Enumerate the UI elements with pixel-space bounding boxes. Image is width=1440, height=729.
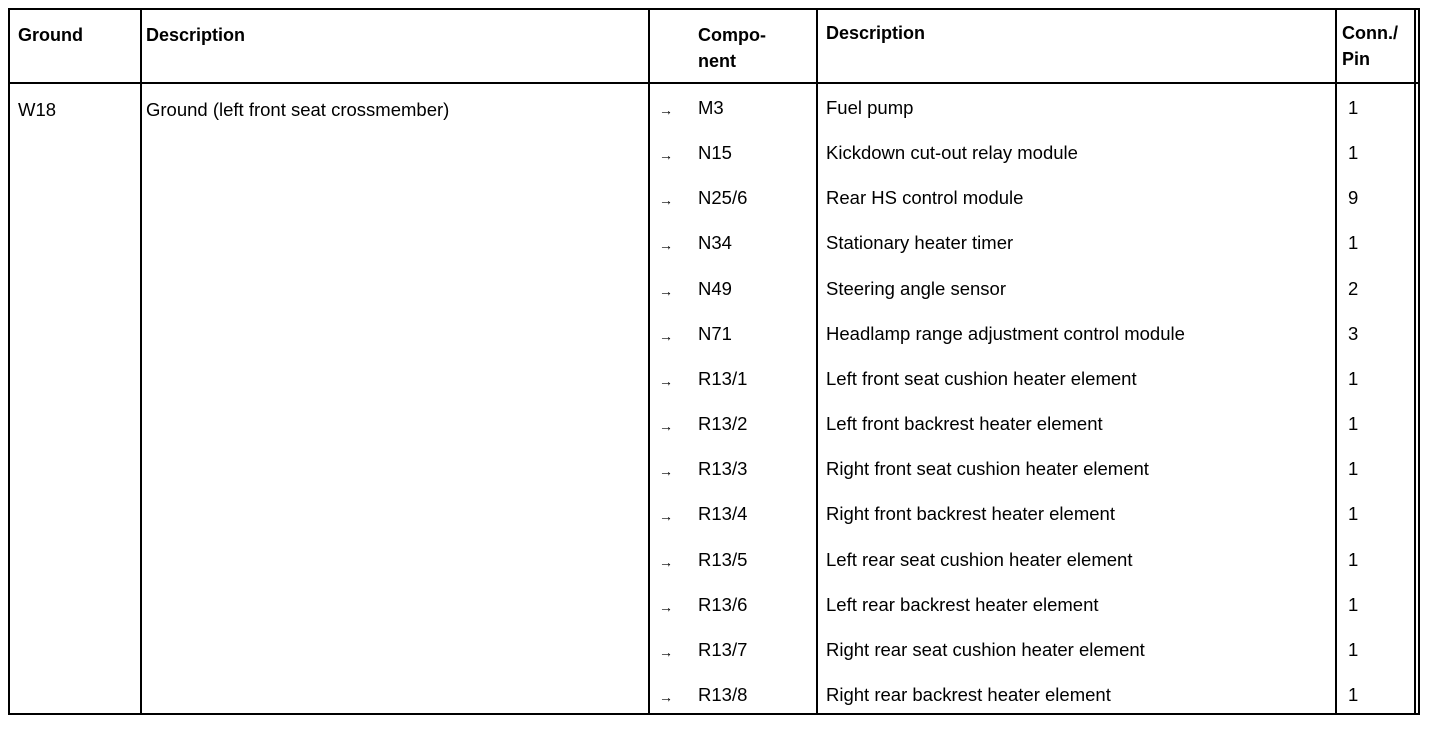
component-code: R13/1 — [698, 367, 748, 389]
arrow-icon: → — [659, 598, 673, 615]
header-component-line1: Compo- — [698, 25, 766, 45]
component-description: Rear HS control module — [826, 187, 1024, 209]
component-description: Left rear backrest heater element — [826, 593, 1099, 615]
arrow-icon: → — [659, 192, 673, 209]
component-code: R13/3 — [698, 458, 748, 480]
table-row — [10, 142, 1418, 187]
connector-pin: 1 — [1348, 142, 1359, 164]
component-code: R13/5 — [698, 548, 748, 570]
component-code: R13/8 — [698, 683, 748, 705]
component-code: R13/2 — [698, 413, 748, 435]
header-component — [698, 22, 766, 74]
component-description: Kickdown cut-out relay module — [826, 142, 1078, 164]
component-description: Right rear backrest heater element — [826, 683, 1111, 705]
table-row — [10, 639, 1418, 684]
arrow-icon: → — [659, 372, 673, 389]
ground-id: W18 — [18, 99, 57, 120]
arrow-icon: → — [659, 237, 673, 254]
arrow-icon: → — [659, 508, 673, 525]
header-conn-pin — [1342, 20, 1398, 72]
arrow-icon: → — [659, 327, 673, 344]
component-code: N25/6 — [698, 187, 748, 209]
table-row — [10, 368, 1418, 413]
table-row — [10, 323, 1418, 368]
component-description: Right front seat cushion heater element — [826, 458, 1149, 480]
component-code: N71 — [698, 322, 732, 344]
arrow-icon: → — [659, 147, 673, 164]
header-divider — [10, 82, 1418, 84]
table-row — [10, 503, 1418, 548]
connector-pin: 1 — [1348, 503, 1359, 525]
component-description: Fuel pump — [826, 97, 914, 118]
table-row — [10, 413, 1418, 458]
connector-pin: 3 — [1348, 322, 1359, 344]
component-description: Right front backrest heater element — [826, 503, 1115, 525]
component-code: R13/6 — [698, 593, 748, 615]
component-description: Right rear seat cushion heater element — [826, 638, 1145, 660]
connector-pin: 1 — [1348, 638, 1359, 660]
header-conn-line1: Conn./ — [1342, 23, 1398, 43]
table-row — [10, 684, 1418, 729]
component-description: Stationary heater timer — [826, 232, 1014, 254]
table-row — [10, 594, 1418, 639]
table-row — [10, 458, 1418, 503]
connector-pin: 9 — [1348, 187, 1359, 209]
component-code: R13/4 — [698, 503, 748, 525]
header-description: Description — [146, 25, 246, 45]
component-description: Left rear seat cushion heater element — [826, 548, 1133, 570]
arrow-icon: → — [659, 282, 673, 299]
table-row — [10, 278, 1418, 323]
connector-pin: 1 — [1348, 413, 1359, 435]
header-component-line2: nent — [698, 51, 736, 71]
component-description: Steering angle sensor — [826, 277, 1006, 299]
table-row — [10, 187, 1418, 232]
header-conn-line2: Pin — [1342, 49, 1371, 69]
connector-pin: 1 — [1348, 367, 1359, 389]
table-row — [10, 232, 1418, 277]
arrow-icon: → — [659, 553, 673, 570]
connector-pin: 1 — [1348, 97, 1359, 118]
connector-pin: 1 — [1348, 548, 1359, 570]
component-code: N49 — [698, 277, 732, 299]
table-row — [10, 97, 1418, 142]
arrow-icon: → — [659, 643, 673, 660]
arrow-icon: → — [659, 688, 673, 705]
connector-pin: 1 — [1348, 593, 1359, 615]
component-code: M3 — [698, 97, 724, 118]
component-code: N15 — [698, 142, 732, 164]
ground-table — [8, 8, 1420, 715]
component-code: R13/7 — [698, 638, 748, 660]
component-description: Headlamp range adjustment control module — [826, 322, 1185, 344]
header-description-2: Description — [826, 23, 926, 43]
connector-pin: 2 — [1348, 277, 1359, 299]
component-description: Left front seat cushion heater element — [826, 367, 1137, 389]
arrow-icon: → — [659, 102, 673, 118]
table-row — [10, 549, 1418, 594]
header-ground: Ground — [18, 25, 83, 45]
component-description: Left front backrest heater element — [826, 413, 1103, 435]
connector-pin: 1 — [1348, 683, 1359, 705]
arrow-icon: → — [659, 463, 673, 480]
arrow-icon: → — [659, 418, 673, 435]
ground-description: Ground (left front seat crossmember) — [146, 99, 450, 120]
component-code: N34 — [698, 232, 732, 254]
connector-pin: 1 — [1348, 458, 1359, 480]
connector-pin: 1 — [1348, 232, 1359, 254]
